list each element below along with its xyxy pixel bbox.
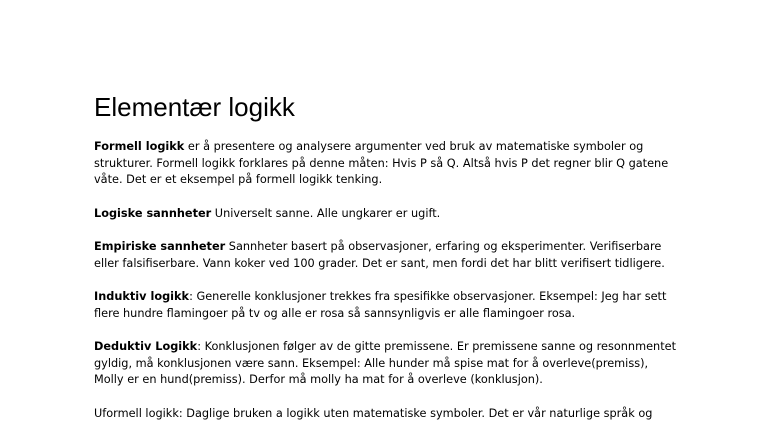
paragraph-line [94,206,694,223]
document-body [94,139,694,439]
term-induktiv-logikk: Induktiv logikk [94,290,190,303]
paragraph-text: Sannheter basert på observasjoner, erfaring og eksperimenter. Verifiserbare [225,240,662,253]
paragraph-text: er å presentere og analysere argumenter ved bruk av matematiske symboler og [184,140,644,153]
term-logiske-sannheter: Logiske sannheter [94,206,212,220]
paragraph-text: : Generelle konklusjoner trekkes fra spesifikke observasjoner. Eksempel: Jeg har sett [189,290,667,303]
paragraph-line [94,139,694,156]
term-formell-logikk: Formell logikk [94,140,185,153]
paragraph-line [94,339,694,356]
paragraph-logiske-sannheter [94,206,694,223]
paragraph-induktiv-logikk [94,289,694,322]
paragraph-line [94,239,694,256]
paragraph-deduktiv-logikk [94,339,694,389]
paragraph-line: strukturer. Formell logikk forklares på denne måten: Hvis P så Q. Altså hvis P det regner blir Q gatene [94,156,669,170]
paragraph-text: : Konklusjonen følger av de gitte premissene. Er premissene sanne og resonnmentet [197,340,677,353]
term-empiriske-sannheter: Empiriske sannheter [94,240,226,253]
paragraph-line: våte. Det er et eksempel på formell logikk tenking. [94,173,383,186]
paragraph-empiriske-sannheter [94,239,694,272]
paragraph-formell-logikk [94,139,694,189]
paragraph-text: Universelt sanne. Alle ungkarer er ugift. [211,206,441,220]
paragraph-line: eller falsifiserbare. Vann koker ved 100 grader. Det er sant, men fordi det har blitt verifisert tidligere. [94,256,665,270]
paragraph-line: Uformell logikk: Daglige bruken a logikk uten matematiske symboler. Det er vår naturlige språk og [94,406,653,420]
paragraph-line: flere hundre flamingoer på tv og alle er rosa så sannsynligvis er alle flamingoer rosa. [94,306,576,320]
paragraph-line [94,289,694,306]
paragraph-uformell-logikk [94,406,694,423]
paragraph-line: gyldig, må konklusjonen være sann. Eksempel: Alle hunder må spise mat for å overleve(premiss), [94,356,649,370]
page-title: Elementær logikk [94,92,295,122]
paragraph-line: Molly er en hund(premiss). Derfor må molly ha mat for å overleve (konklusjon). [94,373,543,386]
term-deduktiv-logikk: Deduktiv Logikk [94,340,198,353]
